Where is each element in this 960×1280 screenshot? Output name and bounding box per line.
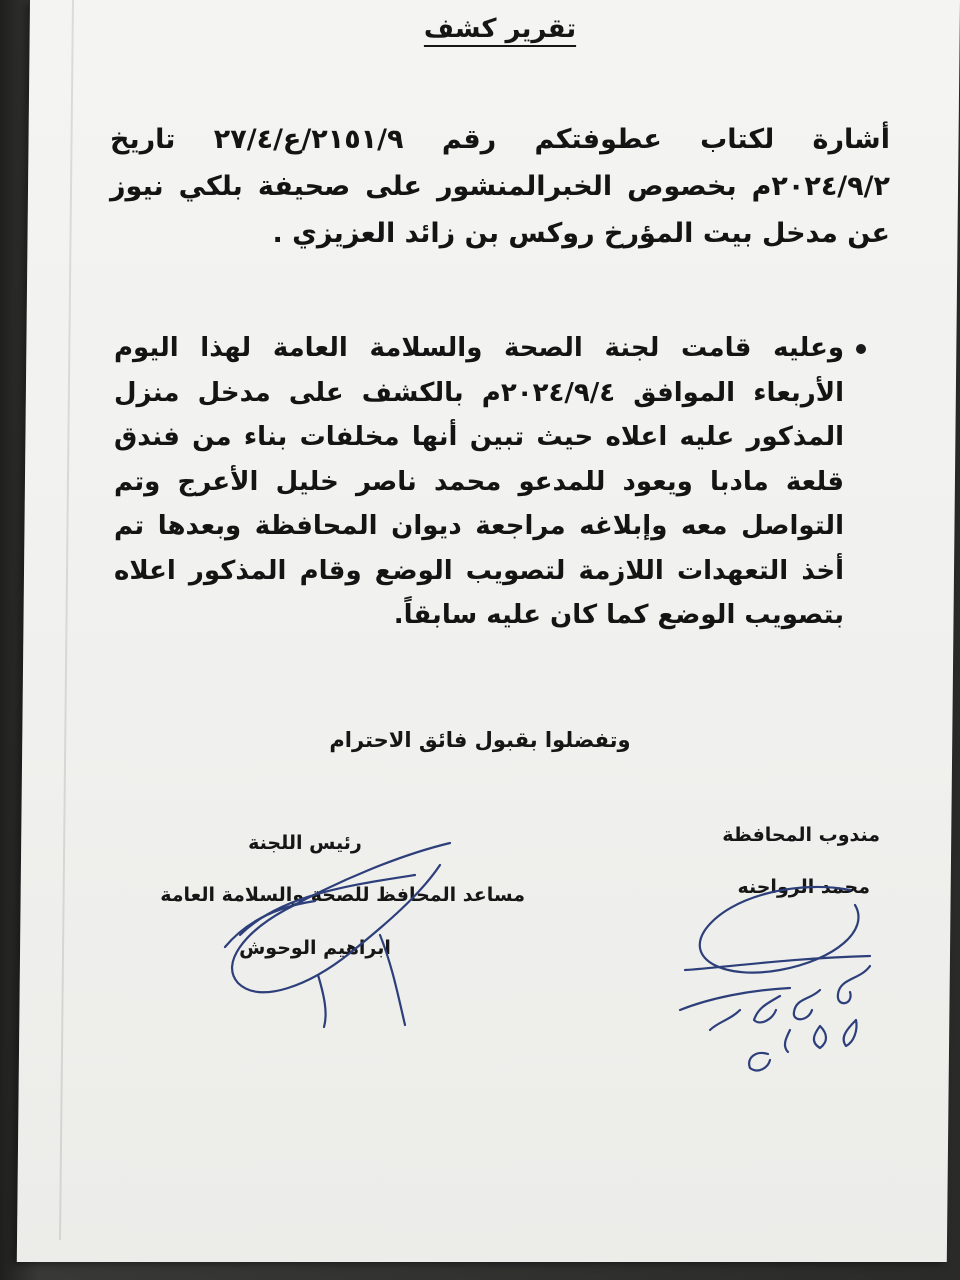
bullet-paragraph: وعليه قامت لجنة الصحة والسلامة العامة لهذا اليوم الأربعاء الموافق ٢٠٢٤/٩/٤م بالكشف على مدخل منزل المذكور عليه اعلاه حيث تبين أنها مخلفات بناء من فندق قلعة مادبا ويعود للمدعو محمد ناصر خليل الأعرج وتم التواصل معه وإبلاغه مراجعة ديوان المحافظة وبعدها تم أخذ التعهدات اللازمة لتصويب الوضع وقام المذكور اعلاه بتصويب الوضع كما كان عليه سابقاً. [114, 333, 845, 630]
committee-title: مساعد المحافظ للصحة والسلامة العامة [160, 884, 525, 906]
governorate-signature [670, 870, 910, 1080]
governorate-name: محمد الرواحنه [737, 876, 870, 898]
closing-line: وتفضلوا بقبول فائق الاحترام [329, 728, 631, 752]
document-title: تقرير كشف [423, 14, 577, 44]
paper-fold-line [59, 0, 74, 1240]
committee-role: رئيس اللجنة [248, 832, 362, 854]
governorate-role: مندوب المحافظة [722, 824, 880, 846]
intro-paragraph: أشارة لكتاب عطوفتكم رقم ٢١٥١/٩/ع/٢٧/٤ تاريخ ٢٠٢٤/٩/٢م بخصوص الخبرالمنشور على صحيفة بلكي نيوز عن مدخل بيت المؤرخ روكس بن زائد العزيزي . [110, 124, 890, 249]
bullet-icon [856, 344, 866, 354]
committee-signature [200, 835, 460, 1035]
committee-name: ابراهيم الوحوش [239, 937, 391, 959]
